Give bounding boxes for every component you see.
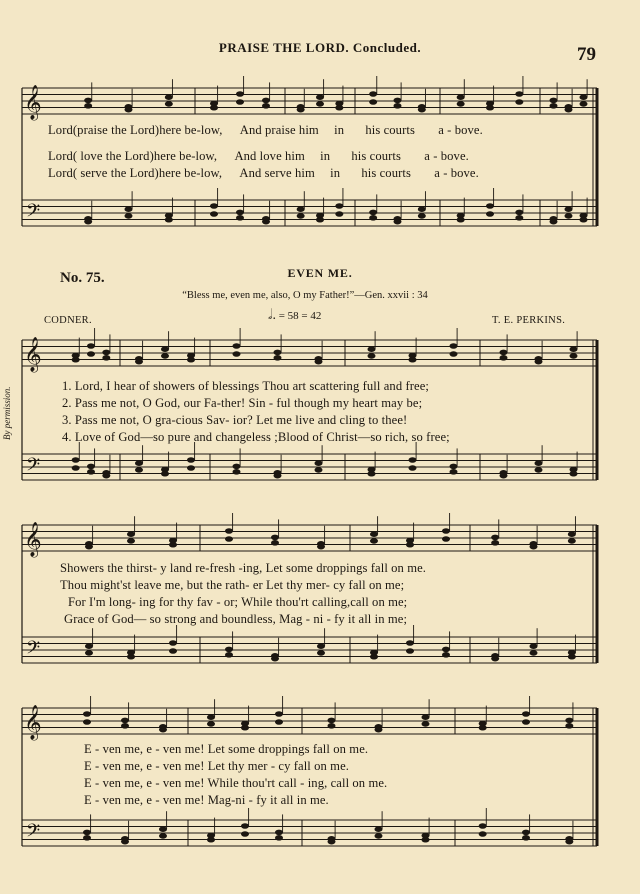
note-head bbox=[515, 91, 523, 97]
note-head bbox=[368, 353, 376, 359]
lyric-seg: a - bove. bbox=[424, 149, 469, 163]
tune-name: CODNER. bbox=[44, 315, 92, 326]
note-head bbox=[515, 215, 523, 221]
note-head bbox=[486, 203, 494, 209]
note-head bbox=[450, 351, 458, 357]
s2-verse-4: 4. Love of God—so pure and changeless ;Blood of Christ—so rich, so free; bbox=[62, 430, 450, 444]
note-head bbox=[370, 538, 378, 544]
note-head bbox=[275, 835, 283, 841]
note-head bbox=[522, 835, 530, 841]
note-head bbox=[486, 105, 494, 111]
note-head bbox=[535, 460, 543, 466]
s4-verse-1: E - ven me, e - ven me! Let some droppings fall on me. bbox=[84, 742, 369, 756]
composer-name: T. E. PERKINS. bbox=[492, 315, 566, 326]
note-head bbox=[274, 473, 282, 479]
note-head bbox=[409, 465, 417, 471]
lyric-seg: in bbox=[334, 123, 345, 137]
note-head bbox=[135, 359, 143, 365]
hymn1-verse-2 bbox=[48, 149, 469, 164]
bass-clef-icon: 𝄢 bbox=[26, 201, 41, 226]
note-head bbox=[406, 542, 414, 548]
note-head bbox=[262, 219, 270, 225]
note-head bbox=[165, 217, 173, 223]
note-head bbox=[161, 346, 169, 352]
note-head bbox=[84, 98, 92, 104]
note-head bbox=[271, 535, 279, 541]
note-head bbox=[550, 103, 558, 109]
note-head bbox=[457, 94, 465, 100]
lyric-seg: a - bove. bbox=[434, 166, 479, 180]
note-head bbox=[479, 831, 487, 837]
note-head bbox=[570, 353, 578, 359]
note-head bbox=[368, 471, 376, 477]
note-head bbox=[125, 213, 133, 219]
note-head bbox=[225, 536, 233, 542]
bass-clef-icon: 𝄢 bbox=[26, 821, 41, 846]
note-head bbox=[87, 343, 95, 349]
note-head bbox=[262, 103, 270, 109]
note-head bbox=[125, 206, 133, 212]
note-head bbox=[418, 213, 426, 219]
s2-verse-3: 3. Pass me not, O gra-cious Sav- ior? Let me live and cling to thee! bbox=[62, 413, 408, 427]
note-head bbox=[580, 217, 588, 223]
note-head bbox=[409, 457, 417, 463]
note-head bbox=[335, 203, 343, 209]
note-head bbox=[568, 654, 576, 660]
note-head bbox=[500, 473, 508, 479]
note-head bbox=[169, 648, 177, 654]
note-head bbox=[530, 643, 538, 649]
note-head bbox=[522, 830, 530, 836]
s4-verse-2: E - ven me, e - ven me! Let thy mer - cy fall on me. bbox=[84, 759, 350, 773]
note-head bbox=[442, 652, 450, 658]
note-head bbox=[315, 460, 323, 466]
note-head bbox=[570, 471, 578, 477]
lyric-seg: in bbox=[320, 149, 331, 163]
note-head bbox=[450, 464, 458, 470]
note-head bbox=[369, 99, 377, 105]
lyric-seg: And serve him bbox=[239, 166, 315, 180]
note-head bbox=[500, 350, 508, 356]
note-head bbox=[262, 98, 270, 104]
note-head bbox=[159, 833, 167, 839]
note-head bbox=[187, 357, 195, 363]
note-head bbox=[233, 343, 241, 349]
note-head bbox=[207, 714, 215, 720]
note-head bbox=[479, 823, 487, 829]
note-head bbox=[161, 471, 169, 477]
note-head bbox=[72, 465, 80, 471]
note-head bbox=[83, 719, 91, 725]
note-head bbox=[522, 711, 530, 717]
note-head bbox=[317, 650, 325, 656]
s3-verse-2: Thou might'st leave me, but the rath- er Let thy mer- cy fall on me; bbox=[60, 578, 405, 592]
note-head bbox=[479, 725, 487, 731]
note-head bbox=[369, 210, 377, 216]
lyric-seg: his courts bbox=[351, 149, 402, 163]
s3-verse-3: For I'm long- ing for thy fav - or; While thou'rt calling,call on me; bbox=[68, 595, 408, 609]
note-head bbox=[375, 833, 383, 839]
note-head bbox=[565, 839, 573, 845]
note-head bbox=[274, 350, 282, 356]
note-head bbox=[127, 531, 135, 537]
note-head bbox=[535, 467, 543, 473]
note-head bbox=[515, 99, 523, 105]
note-head bbox=[102, 473, 110, 479]
lyric-seg: in bbox=[330, 166, 341, 180]
note-head bbox=[328, 718, 336, 724]
note-head bbox=[515, 210, 523, 216]
s3-verse-1: Showers the thirst- y land re-fresh -ing, Let some droppings fall on me. bbox=[60, 561, 427, 575]
page-header-concluded: Concluded. bbox=[352, 40, 422, 55]
lyric-seg: And praise him bbox=[239, 123, 319, 137]
treble-clef-icon: 𝄞 bbox=[24, 705, 42, 740]
note-head bbox=[568, 531, 576, 537]
note-head bbox=[72, 457, 80, 463]
s2-verse-2: 2. Pass me not, O God, our Fa-ther! Sin - ful though my heart may be; bbox=[62, 396, 423, 410]
note-head bbox=[236, 215, 244, 221]
note-head bbox=[317, 544, 325, 550]
note-head bbox=[369, 91, 377, 97]
note-head bbox=[316, 101, 324, 107]
permission-note: By permission. bbox=[2, 386, 12, 440]
note-head bbox=[394, 103, 402, 109]
bass-clef-icon: 𝄢 bbox=[26, 455, 41, 480]
note-head bbox=[491, 540, 499, 546]
note-head bbox=[161, 353, 169, 359]
note-head bbox=[316, 217, 324, 223]
note-head bbox=[491, 656, 499, 662]
note-head bbox=[500, 355, 508, 361]
note-head bbox=[369, 215, 377, 221]
note-head bbox=[370, 531, 378, 537]
note-head bbox=[491, 535, 499, 541]
note-head bbox=[565, 723, 573, 729]
note-head bbox=[83, 830, 91, 836]
note-head bbox=[169, 640, 177, 646]
lyric-seg: And love him bbox=[234, 149, 305, 163]
note-head bbox=[233, 351, 241, 357]
note-head bbox=[394, 98, 402, 104]
note-head bbox=[159, 826, 167, 832]
note-head bbox=[442, 536, 450, 542]
note-head bbox=[210, 211, 218, 217]
note-head bbox=[522, 719, 530, 725]
page-number: 79 bbox=[577, 44, 596, 65]
note-head bbox=[84, 219, 92, 225]
note-head bbox=[442, 528, 450, 534]
note-head bbox=[457, 217, 465, 223]
note-head bbox=[159, 727, 167, 733]
note-head bbox=[241, 725, 249, 731]
note-head bbox=[317, 643, 325, 649]
bass-clef-icon: 𝄢 bbox=[26, 638, 41, 663]
note-head bbox=[225, 647, 233, 653]
note-head bbox=[422, 721, 430, 727]
lyric-seg: Lord(praise the Lord)here be-low, bbox=[48, 123, 223, 137]
note-head bbox=[102, 355, 110, 361]
note-head bbox=[418, 206, 426, 212]
note-head bbox=[568, 538, 576, 544]
lyric-seg: a - bove. bbox=[438, 123, 483, 137]
hymn1-verse-1 bbox=[48, 123, 483, 138]
note-head bbox=[236, 210, 244, 216]
treble-clef-icon: 𝄞 bbox=[24, 85, 42, 120]
s4-verse-4: E - ven me, e - ven me! Mag-ni - fy it all in me. bbox=[84, 793, 329, 807]
note-head bbox=[409, 357, 417, 363]
note-head bbox=[210, 203, 218, 209]
note-head bbox=[535, 359, 543, 365]
note-head bbox=[87, 469, 95, 475]
note-head bbox=[297, 107, 305, 113]
note-head bbox=[442, 647, 450, 653]
note-head bbox=[422, 714, 430, 720]
page-header-title: PRAISE THE LORD. bbox=[218, 40, 350, 55]
hymn-subtitle: “Bless me, even me, also, O my Father!”—Gen. xxvii : 34 bbox=[182, 290, 428, 301]
note-head bbox=[550, 219, 558, 225]
note-head bbox=[406, 648, 414, 654]
note-head bbox=[565, 213, 573, 219]
note-head bbox=[233, 469, 241, 475]
note-head bbox=[335, 211, 343, 217]
note-head bbox=[274, 355, 282, 361]
note-head bbox=[72, 357, 80, 363]
note-head bbox=[85, 643, 93, 649]
note-head bbox=[127, 654, 135, 660]
note-head bbox=[165, 94, 173, 100]
note-head bbox=[207, 721, 215, 727]
note-head bbox=[275, 711, 283, 717]
note-head bbox=[565, 206, 573, 212]
note-head bbox=[328, 723, 336, 729]
note-head bbox=[275, 719, 283, 725]
note-head bbox=[271, 540, 279, 546]
treble-clef-icon: 𝄞 bbox=[24, 337, 42, 372]
note-head bbox=[570, 346, 578, 352]
note-head bbox=[102, 350, 110, 356]
note-head bbox=[375, 727, 383, 733]
note-head bbox=[187, 465, 195, 471]
note-head bbox=[125, 107, 133, 113]
s3-verse-4: Grace of God— so strong and boundless, Mag - ni - fy it all in me; bbox=[64, 612, 408, 626]
note-head bbox=[83, 711, 91, 717]
note-head bbox=[236, 91, 244, 97]
note-head bbox=[121, 839, 129, 845]
note-head bbox=[271, 656, 279, 662]
note-head bbox=[418, 107, 426, 113]
note-head bbox=[297, 213, 305, 219]
note-head bbox=[375, 826, 383, 832]
note-head bbox=[530, 544, 538, 550]
note-head bbox=[169, 542, 177, 548]
hymn-title: EVEN ME. bbox=[287, 266, 353, 280]
note-head bbox=[580, 101, 588, 107]
lyric-seg: Lord( serve the Lord)here be-low, bbox=[48, 166, 223, 180]
note-head bbox=[87, 464, 95, 470]
note-head bbox=[85, 650, 93, 656]
note-head bbox=[135, 467, 143, 473]
tempo-value: = 58 = 42 bbox=[278, 310, 322, 322]
note-head bbox=[207, 837, 215, 843]
note-head bbox=[316, 94, 324, 100]
tempo-marking bbox=[268, 308, 321, 324]
note-head bbox=[275, 830, 283, 836]
note-head bbox=[87, 351, 95, 357]
note-head bbox=[328, 839, 336, 845]
note-head bbox=[135, 460, 143, 466]
note-head bbox=[85, 544, 93, 550]
hymn1-verse-3 bbox=[48, 166, 479, 181]
note-head bbox=[315, 467, 323, 473]
note-head bbox=[84, 103, 92, 109]
note-head bbox=[297, 206, 305, 212]
note-head bbox=[236, 99, 244, 105]
treble-clef-icon: 𝄞 bbox=[24, 522, 42, 557]
note-head bbox=[315, 359, 323, 365]
note-head bbox=[565, 107, 573, 113]
note-head bbox=[530, 650, 538, 656]
note-head bbox=[210, 105, 218, 111]
note-head bbox=[225, 652, 233, 658]
note-head bbox=[450, 469, 458, 475]
lyric-seg: his courts bbox=[361, 166, 411, 180]
note-head bbox=[422, 837, 430, 843]
note-head bbox=[121, 723, 129, 729]
note-head bbox=[406, 640, 414, 646]
note-head bbox=[165, 101, 173, 107]
note-head bbox=[580, 94, 588, 100]
note-head bbox=[450, 343, 458, 349]
note-head bbox=[233, 464, 241, 470]
note-head bbox=[550, 98, 558, 104]
lyric-seg: Lord( love the Lord)here be-low, bbox=[48, 149, 218, 163]
note-head bbox=[241, 823, 249, 829]
lyric-seg: his courts bbox=[365, 123, 415, 137]
note-head bbox=[187, 457, 195, 463]
dotted-half-note-icon: 𝅗𝅥. bbox=[268, 308, 276, 323]
s2-verse-1: 1. Lord, I hear of showers of blessings Thou art scattering full and free; bbox=[62, 379, 430, 393]
hymn-number: No. 75. bbox=[60, 270, 105, 286]
s4-verse-3: E - ven me, e - ven me! While thou'rt call - ing, call on me. bbox=[84, 776, 388, 790]
note-head bbox=[486, 211, 494, 217]
note-head bbox=[225, 528, 233, 534]
note-head bbox=[241, 831, 249, 837]
note-head bbox=[121, 718, 129, 724]
note-head bbox=[394, 219, 402, 225]
note-head bbox=[565, 718, 573, 724]
note-head bbox=[83, 835, 91, 841]
note-head bbox=[368, 346, 376, 352]
note-head bbox=[127, 538, 135, 544]
note-head bbox=[335, 105, 343, 111]
note-head bbox=[457, 101, 465, 107]
note-head bbox=[370, 654, 378, 660]
